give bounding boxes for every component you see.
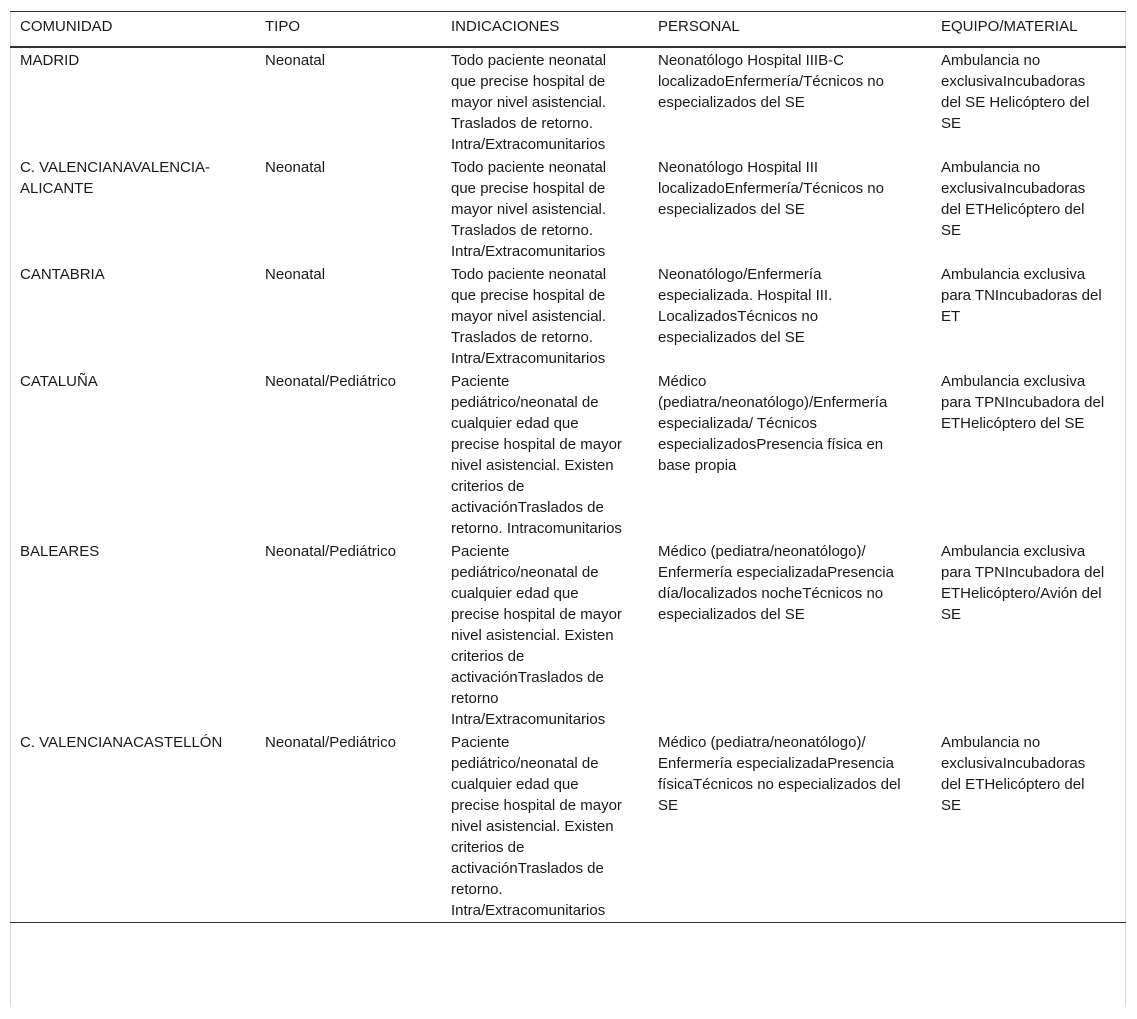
cell-comunidad: BALEARES [20, 543, 100, 560]
header-equipo: EQUIPO/MATERIAL [941, 18, 1078, 35]
cell-comunidad: MADRID [20, 52, 80, 69]
cell-indicaciones: Todo paciente neonatal que precise hospital de mayor nivel asistencial. Traslados de retorno. Intra/Extracomunitarios [451, 266, 607, 367]
cell-equipo: Ambulancia exclusiva para TNIncubadoras del ET [941, 266, 1102, 325]
cell-personal: Médico (pediatra/neonatólogo)/ Enfermería especializadaPresencia día/localizados nocheTécnicos no especializados del SE [658, 543, 894, 623]
cell-equipo: Ambulancia exclusiva para TPNIncubadora del ETHelicóptero/Avión del SE [941, 543, 1105, 623]
table-body [10, 47, 1126, 923]
header-tipo: TIPO [265, 18, 301, 35]
cell-tipo: Neonatal [265, 52, 326, 69]
cell-comunidad: CANTABRIA [20, 266, 105, 283]
cell-indicaciones: Todo paciente neonatal que precise hospital de mayor nivel asistencial. Traslados de retorno. Intra/Extracomunitarios [451, 52, 607, 153]
cell-personal: Neonatólogo Hospital III localizadoEnfermería/Técnicos no especializados del SE [658, 159, 884, 218]
table-row [10, 540, 1126, 731]
cell-indicaciones: Paciente pediátrico/neonatal de cualquier edad que precise hospital de mayor nivel asistencial. Existen criterios de activaciónTraslados de retorno. Intra/Extracomunitarios [451, 734, 622, 919]
header-personal: PERSONAL [658, 18, 740, 35]
table-row [10, 47, 1126, 156]
table-row [10, 370, 1126, 540]
table-row [10, 731, 1126, 923]
cell-tipo: Neonatal [265, 159, 326, 176]
cell-comunidad: C. VALENCIANACASTELLÓN [20, 734, 223, 751]
cell-comunidad: CATALUÑA [20, 373, 98, 390]
cell-equipo: Ambulancia no exclusivaIncubadoras del ETHelicóptero del SE [941, 159, 1086, 239]
cell-comunidad: C. VALENCIANAVALENCIA-ALICANTE [20, 159, 211, 197]
cell-tipo: Neonatal/Pediátrico [265, 543, 396, 560]
cell-indicaciones: Paciente pediátrico/neonatal de cualquier edad que precise hospital de mayor nivel asistencial. Existen criterios de activaciónTraslados de retorno. Intracomunitarios [451, 373, 622, 537]
cell-indicaciones: Todo paciente neonatal que precise hospital de mayor nivel asistencial. Traslados de retorno. Intra/Extracomunitarios [451, 159, 607, 260]
transport-table [10, 11, 1126, 923]
header-comunidad: COMUNIDAD [20, 18, 113, 35]
cell-personal: Médico (pediatra/neonatólogo)/ Enfermería especializadaPresencia físicaTécnicos no especializados del SE [658, 734, 901, 814]
cell-tipo: Neonatal/Pediátrico [265, 734, 396, 751]
cell-tipo: Neonatal/Pediátrico [265, 373, 396, 390]
cell-indicaciones: Paciente pediátrico/neonatal de cualquier edad que precise hospital de mayor nivel asistencial. Existen criterios de activaciónTraslados de retorno Intra/Extracomunitarios [451, 543, 622, 728]
header-indicaciones: INDICACIONES [451, 18, 560, 35]
cell-tipo: Neonatal [265, 266, 326, 283]
cell-equipo: Ambulancia no exclusivaIncubadoras del ETHelicóptero del SE [941, 734, 1086, 814]
cell-equipo: Ambulancia no exclusivaIncubadoras del SE Helicóptero del SE [941, 52, 1090, 132]
header-row [10, 12, 1126, 48]
table-header [10, 12, 1126, 48]
cell-personal: Neonatólogo Hospital IIIB-C localizadoEnfermería/Técnicos no especializados del SE [658, 52, 884, 111]
table-row [10, 156, 1126, 263]
table-row [10, 263, 1126, 370]
cell-personal: Médico (pediatra/neonatólogo)/Enfermería especializada/ Técnicos especializadosPresencia física en base propia [658, 373, 888, 474]
cell-personal: Neonatólogo/Enfermería especializada. Hospital III. LocalizadosTécnicos no especializados del SE [658, 266, 833, 346]
cell-equipo: Ambulancia exclusiva para TPNIncubadora del ETHelicóptero del SE [941, 373, 1105, 432]
